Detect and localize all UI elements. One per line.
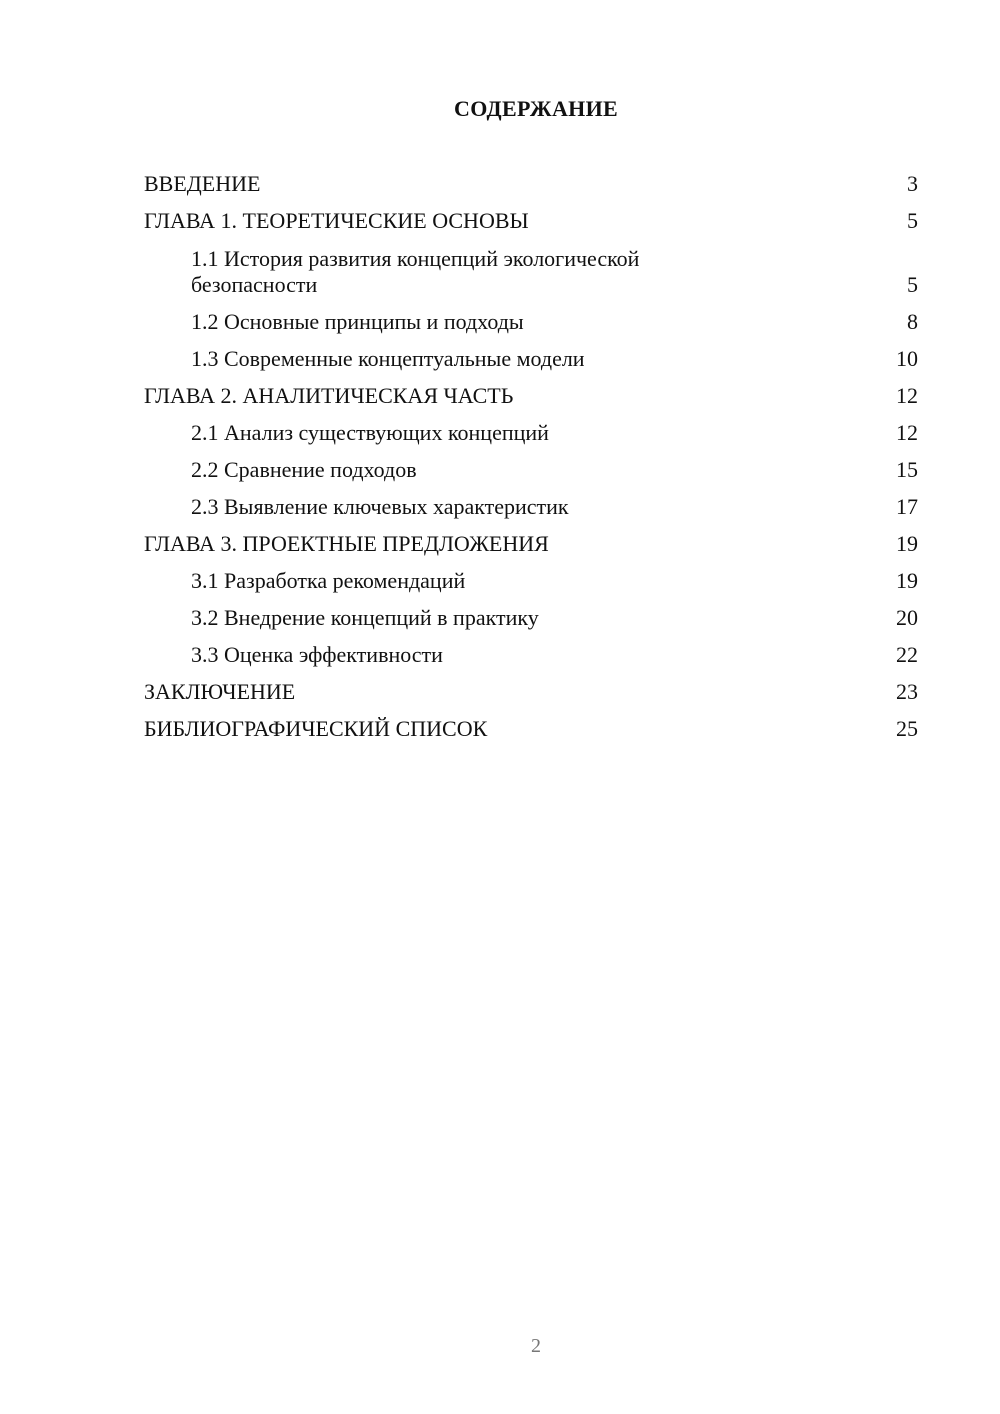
toc-entry-section-2-3[interactable] (144, 491, 918, 528)
toc-entry-label: 3.2 Внедрение концепций в практику (191, 605, 539, 630)
toc-entry-page: 17 (896, 494, 918, 519)
toc-entry-label: 2.2 Сравнение подходов (191, 457, 417, 482)
toc-entry-label: ГЛАВА 3. ПРОЕКТНЫЕ ПРЕДЛОЖЕНИЯ (144, 531, 549, 556)
toc-entry-label: 1.2 Основные принципы и подходы (191, 309, 524, 334)
toc-entry-section-3-3[interactable] (144, 639, 918, 676)
page-number: 2 (531, 1335, 541, 1357)
toc-entry-chapter-1[interactable] (144, 205, 918, 242)
page-title: СОДЕРЖАНИЕ (454, 96, 618, 121)
toc-entry-page: 5 (907, 272, 918, 297)
toc-entry-page: 22 (896, 642, 918, 667)
toc-entry-page: 5 (907, 208, 918, 233)
toc-entry-page: 19 (896, 531, 918, 556)
toc-entry-page: 12 (896, 420, 918, 445)
toc-entry-section-3-2[interactable] (144, 602, 918, 639)
toc-entry-introduction[interactable] (144, 168, 918, 205)
toc-entry-section-1-3[interactable] (144, 343, 918, 380)
toc-entry-label: 1.3 Современные концептуальные модели (191, 346, 585, 371)
toc-entry-label: 2.1 Анализ существующих концепций (191, 420, 549, 445)
toc-entry-label: 2.3 Выявление ключевых характеристик (191, 494, 569, 519)
toc-entry-chapter-2[interactable] (144, 380, 918, 417)
toc-entry-label: 1.1 История развития концепций экологической безопасности (191, 246, 640, 297)
toc-entry-page: 10 (896, 346, 918, 371)
toc-entry-label: ГЛАВА 2. АНАЛИТИЧЕСКАЯ ЧАСТЬ (144, 383, 514, 408)
toc-entry-label: 3.1 Разработка рекомендаций (191, 568, 466, 593)
toc-entry-label: БИБЛИОГРАФИЧЕСКИЙ СПИСОК (144, 716, 488, 741)
toc-entry-page: 3 (907, 171, 918, 196)
toc-entry-conclusion[interactable] (144, 676, 918, 713)
toc-entry-label: ЗАКЛЮЧЕНИЕ (144, 679, 296, 704)
toc-entry-section-1-1[interactable] (144, 242, 918, 306)
toc-entry-page: 15 (896, 457, 918, 482)
toc-entry-page: 19 (896, 568, 918, 593)
toc-entry-label: ВВЕДЕНИЕ (144, 171, 261, 196)
toc-entry-page: 25 (896, 716, 918, 741)
table-of-contents (144, 168, 918, 750)
toc-entry-page: 20 (896, 605, 918, 630)
toc-entry-label: ГЛАВА 1. ТЕОРЕТИЧЕСКИЕ ОСНОВЫ (144, 208, 529, 233)
toc-entry-page: 12 (896, 383, 918, 408)
toc-entry-page: 23 (896, 679, 918, 704)
toc-entry-section-1-2[interactable] (144, 306, 918, 343)
toc-entry-section-3-1[interactable] (144, 565, 918, 602)
toc-entry-chapter-3[interactable] (144, 528, 918, 565)
toc-entry-section-2-2[interactable] (144, 454, 918, 491)
toc-entry-page: 8 (907, 309, 918, 334)
toc-entry-label: 3.3 Оценка эффективности (191, 642, 443, 667)
toc-entry-section-2-1[interactable] (144, 417, 918, 454)
toc-entry-bibliography[interactable] (144, 713, 918, 750)
